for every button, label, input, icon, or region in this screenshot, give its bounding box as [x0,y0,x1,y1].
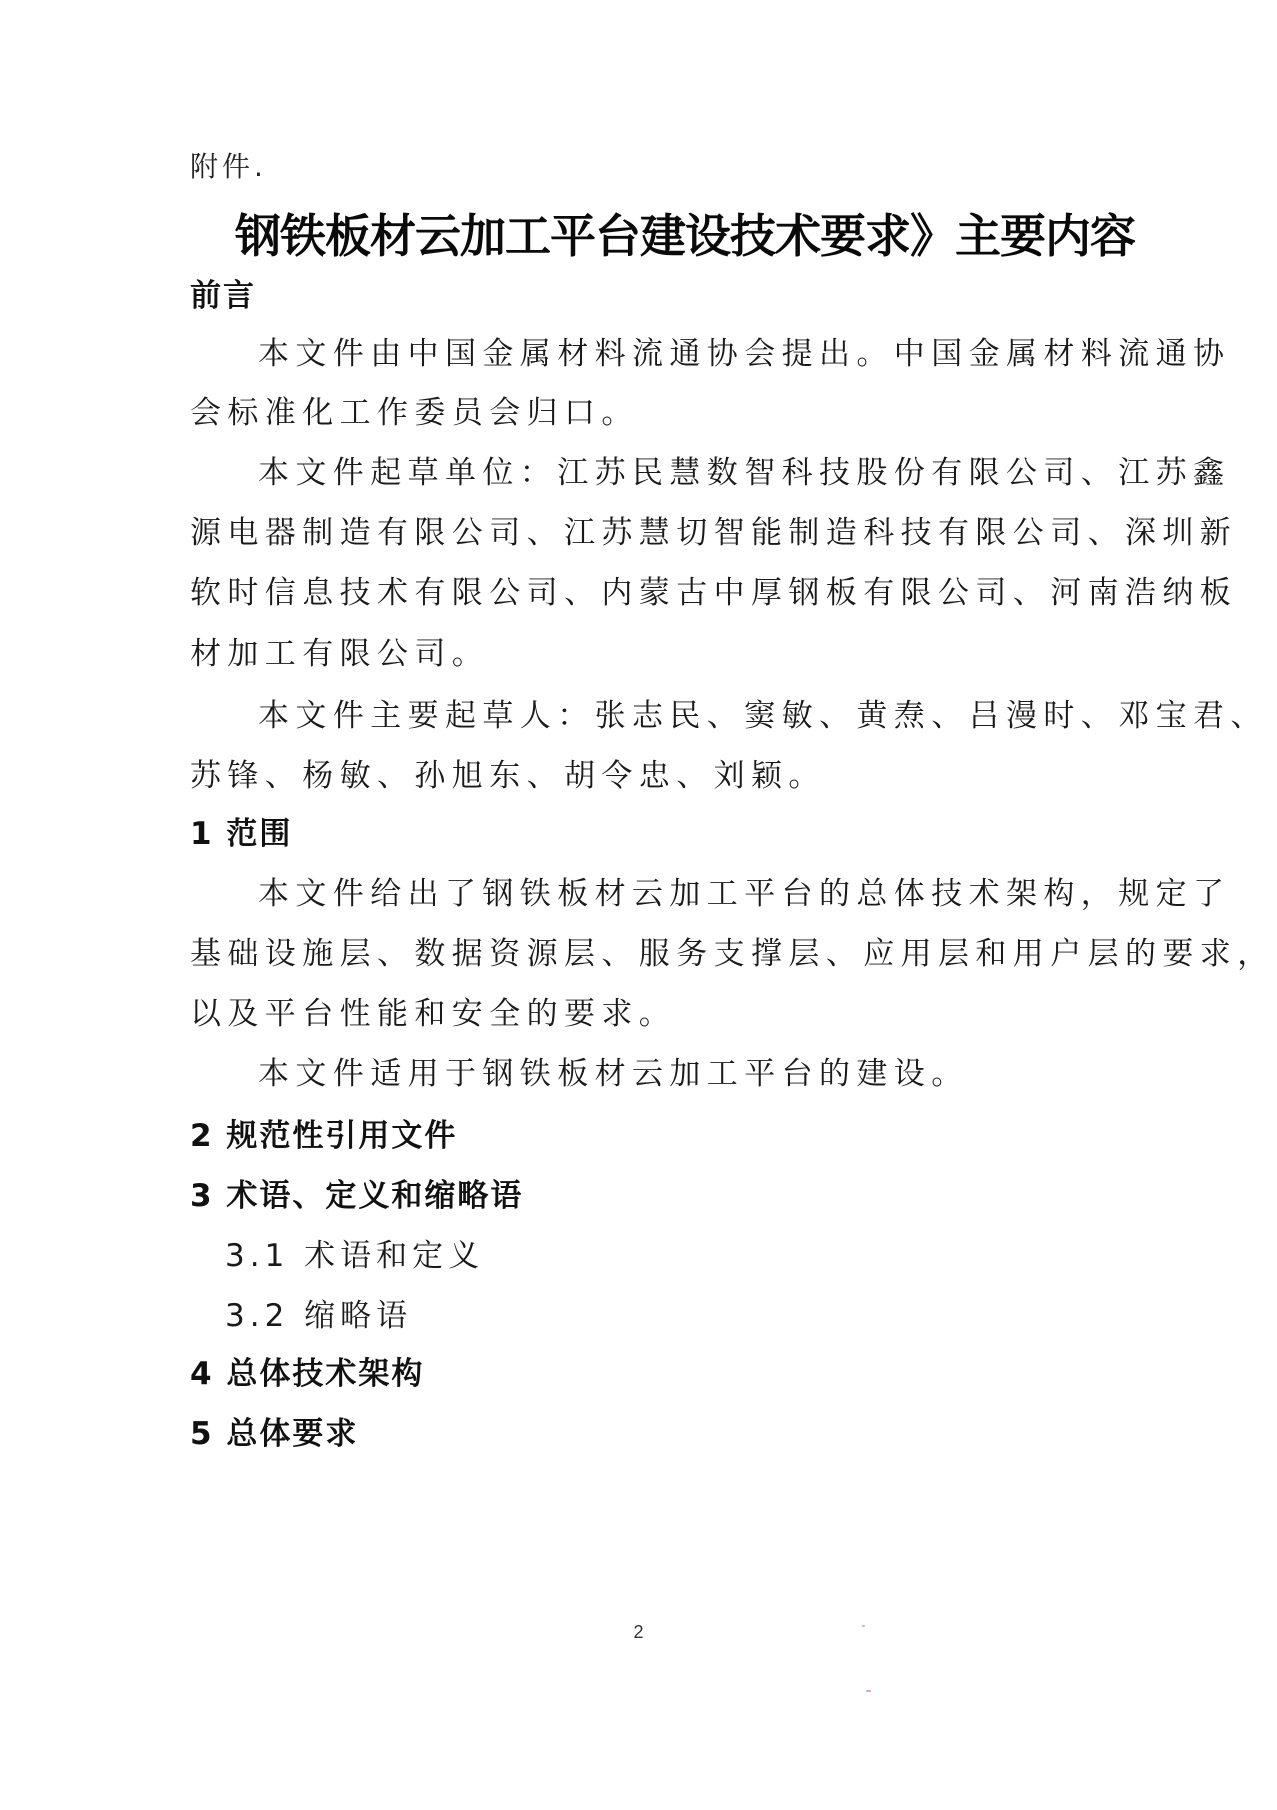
foreword-heading: 前言 [190,278,256,314]
section-2-heading: 2 规范性引用文件 [190,1118,458,1154]
section-4-heading: 4 总体技术架构 [190,1356,425,1392]
foreword-paragraph-2-line-3: 软时信息技术有限公司、内蒙古中厚钢板有限公司、河南浩纳板 [190,575,1238,611]
foreword-paragraph-2-line-2: 源电器制造有限公司、江苏慧切智能制造科技有限公司、深圳新 [190,515,1238,551]
subsection-3-2: 3.2 缩略语 [225,1298,413,1334]
foreword-paragraph-3-line-2: 苏锋、杨敏、孙旭东、胡令忠、刘颖。 [190,758,826,794]
document-title: 钢铁板材云加工平台建设技术要求》主要内容 [235,209,1135,263]
page-number: 2 [633,1622,644,1642]
section-1-paragraph-1-line-2: 基础设施层、数据资源层、服务支撑层、应用层和用户层的要求， [190,936,1275,972]
section-1-heading: 1 范围 [190,816,293,852]
attachment-label: 附件. [190,150,267,183]
section-1-paragraph-1-line-3: 以及平台性能和安全的要求。 [190,996,677,1032]
scan-speck [866,1690,871,1692]
foreword-paragraph-2-line-1: 本文件起草单位：江苏民慧数智科技股份有限公司、江苏鑫 [258,455,1231,491]
subsection-3-1: 3.1 术语和定义 [225,1238,485,1274]
section-5-heading: 5 总体要求 [190,1416,359,1452]
foreword-paragraph-2-line-4: 材加工有限公司。 [190,636,490,672]
foreword-paragraph-1-line-2: 会标准化工作委员会归口。 [190,395,639,431]
foreword-paragraph-1-line-1: 本文件由中国金属材料流通协会提出。中国金属材料流通协 [258,336,1231,372]
section-3-heading: 3 术语、定义和缩略语 [190,1178,524,1214]
foreword-paragraph-3-line-1: 本文件主要起草人：张志民、窦敏、黄焘、吕漫时、邓宝君、 [258,698,1268,734]
scan-speck [862,1625,865,1627]
section-1-paragraph-2: 本文件适用于钢铁板材云加工平台的建设。 [258,1056,969,1092]
section-1-paragraph-1-line-1: 本文件给出了钢铁板材云加工平台的总体技术架构，规定了 [258,876,1231,912]
